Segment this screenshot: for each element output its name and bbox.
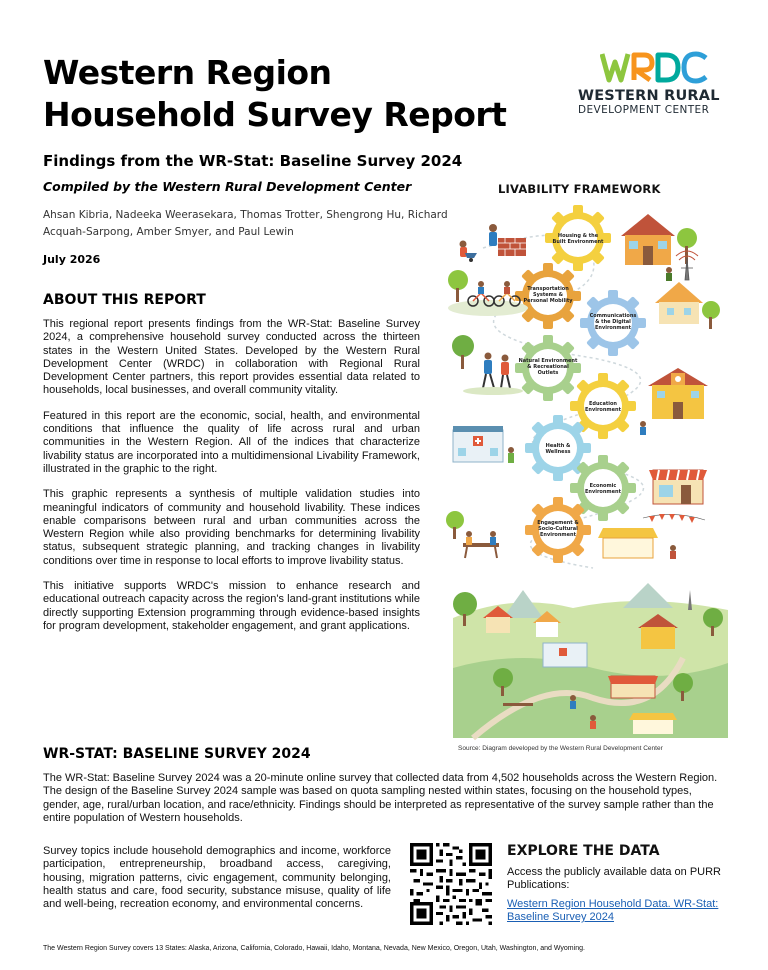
- school-illustration: [640, 368, 708, 435]
- town-overview-illustration: [453, 583, 728, 738]
- gear-label-natural-environment: Natural Environment & Recreational Outlets: [518, 358, 578, 376]
- survey-description: The WR-Stat: Baseline Survey 2024 was a 20-minute online survey that collected data from 4,502 households across the Western Region. The design of the Baseline Survey 2024 sample was based on quota sampling nested within states, focusing on the household types, gender, age, rural/urban location, and race/ethnicity. Findings should be interpreted as representative of the survey sample rather than the entire population of Western households.: [43, 772, 718, 824]
- report-subtitle: Findings from the WR-Stat: Baseline Survey 2024: [43, 152, 463, 170]
- community-picnic-illustration: [446, 511, 499, 558]
- qr-code[interactable]: [410, 843, 492, 925]
- clinic-illustration: [453, 426, 514, 463]
- wrdc-logo-mark: [600, 50, 710, 84]
- logo-text-line1: WESTERN RURAL: [578, 88, 720, 104]
- about-paragraph: This graphic represents a synthesis of multiple validation studies into meaningful indicators of community and household livability. These indices enable comparisons between rural and urban communities across the Western Region while also providing benchmarks for determining livability status, subsequent strategic planning, and tracking changes in livability conditions over time in response to local efforts to improve livability status.: [43, 488, 420, 567]
- gear-label-housing: Housing & the Built Environment: [552, 233, 604, 245]
- market-stall-illustration: [598, 514, 705, 559]
- about-heading: ABOUT THIS REPORT: [43, 292, 206, 308]
- footer-note: The Western Region Survey covers 13 States: Alaska, Arizona, California, Colorado, Hawaii, Idaho, Montana, Nevada, New Mexico, Oregon, Utah, Washington, and Wyoming.: [43, 945, 585, 952]
- gear-label-health: Health & Wellness: [545, 443, 571, 455]
- gear-label-education: Education Environment: [585, 401, 621, 413]
- explore-heading: EXPLORE THE DATA: [507, 843, 660, 859]
- about-paragraph: This regional report presents findings from the WR-Stat: Baseline Survey 2024, a comprehensive household survey conducted across the thirteen states in the Western United States. Developed by the Western Rural Development Center (WRDC) in collaboration with Regional Rural Development Center partners, this report provides essential data related to households, local businesses, and overall community vitality.: [43, 318, 420, 397]
- hikers-illustration: [452, 335, 523, 395]
- report-title: Western Region Household Survey Report: [43, 53, 507, 134]
- gear-label-transportation: Transportation Systems & Personal Mobility: [523, 286, 573, 304]
- wrdc-logo: [578, 50, 728, 116]
- about-paragraph: Featured in this report are the economic, social, health, and environmental conditions that influence the quality of life across rural and urban communities in the Western Region. All of the indices that characterize livability status are incorporated into a multidimensional Livability Framework, illustrated in the graphic to the right.: [43, 409, 420, 475]
- survey-heading: WR-STAT: BASELINE SURVEY 2024: [43, 746, 311, 762]
- framework-title: LIVABILITY FRAMEWORK: [498, 182, 661, 196]
- gear-label-communications: Communications & the Digital Environment: [589, 313, 637, 331]
- construction-worker-illustration: [460, 224, 527, 262]
- publication-date: July 2026: [43, 253, 101, 266]
- about-body: [43, 318, 420, 645]
- framework-source-note: Source: Diagram developed by the Western Rural Development Center: [458, 745, 663, 752]
- livability-framework-illustration: [443, 198, 733, 743]
- purr-data-link[interactable]: Western Region Household Data. WR-Stat: Baseline Survey 2024: [507, 898, 719, 924]
- gear-label-economic: Economic Environment: [585, 483, 621, 495]
- logo-text-line2: DEVELOPMENT CENTER: [578, 104, 710, 116]
- storefront-illustration: [649, 470, 707, 504]
- author-list: Ahsan Kibria, Nadeeka Weerasekara, Thomas Trotter, Shengrong Hu, Richard Acquah-Sarpong, Amber Smyer, and Paul Lewin: [43, 209, 448, 238]
- explore-description: Access the publicly available data on PURR Publications:: [507, 866, 722, 892]
- gear-label-engagement: Engagement & Socio-Cultural Environment: [537, 520, 579, 538]
- compiled-by: Compiled by the Western Rural Development Center: [43, 179, 412, 194]
- survey-topics: Survey topics include household demographics and income, workforce participation, entrepreneurship, broadband access, caregiving, housing, migration patterns, civic engagement, community belonging, health status and care, food security, substance misuse, quality of life and well-being, recreation economy, and environmental concerns.: [43, 845, 391, 911]
- about-paragraph: This initiative supports WRDC's mission to enhance research and educational outreach capacity across the region's land-grant institutions while directly supporting Extension programming through evidence-based insights for program development, stakeholder engagement, and grant applications.: [43, 580, 420, 632]
